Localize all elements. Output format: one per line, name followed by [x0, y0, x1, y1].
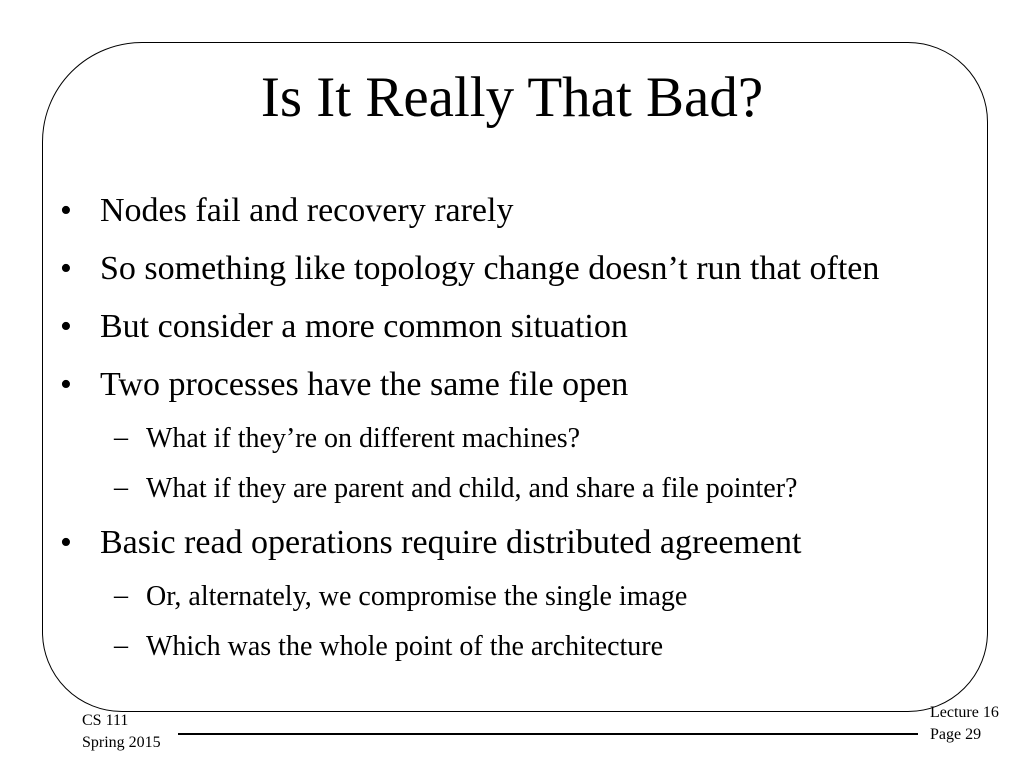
bullet-item	[60, 188, 960, 234]
course-name: CS 111	[82, 712, 129, 729]
sub-bullet-text: What if they’re on different machines?	[146, 423, 581, 454]
bullet-item	[60, 246, 960, 292]
bullet-text: Nodes fail and recovery rarely	[100, 192, 514, 229]
lecture-number: Lecture 16	[930, 704, 999, 721]
bullet-item	[60, 304, 960, 350]
bullet-text: So something like topology change doesn’t run that often	[100, 250, 880, 287]
sub-bullet-item	[60, 420, 960, 458]
footer-course-info	[82, 710, 161, 754]
sub-bullet-text: Which was the whole point of the architecture	[146, 631, 664, 662]
footer-lecture-info	[930, 702, 999, 746]
bullet-list	[60, 188, 960, 678]
dash-marker: –	[114, 472, 128, 503]
bullet-text: But consider a more common situation	[100, 308, 628, 345]
slide-title: Is It Really That Bad?	[260, 66, 764, 129]
bullet-item	[60, 362, 960, 408]
sub-bullet-text: Or, alternately, we compromise the single image	[146, 581, 688, 612]
bullet-marker: •	[60, 308, 72, 345]
footer-divider	[178, 733, 918, 735]
sub-bullet-item	[60, 578, 960, 616]
page-number: Page 29	[930, 726, 982, 743]
bullet-marker: •	[60, 366, 72, 403]
bullet-text: Two processes have the same file open	[100, 366, 629, 403]
sub-bullet-text: What if they are parent and child, and share a file pointer?	[146, 473, 798, 504]
bullet-item	[60, 520, 960, 566]
bullet-marker: •	[60, 192, 72, 229]
dash-marker: –	[114, 630, 128, 661]
sub-bullet-item	[60, 470, 960, 508]
bullet-marker: •	[60, 524, 72, 561]
bullet-text: Basic read operations require distributed agreement	[100, 524, 802, 561]
course-term: Spring 2015	[82, 734, 161, 751]
sub-bullet-item	[60, 628, 960, 666]
dash-marker: –	[114, 580, 128, 611]
dash-marker: –	[114, 422, 128, 453]
bullet-marker: •	[60, 250, 72, 287]
